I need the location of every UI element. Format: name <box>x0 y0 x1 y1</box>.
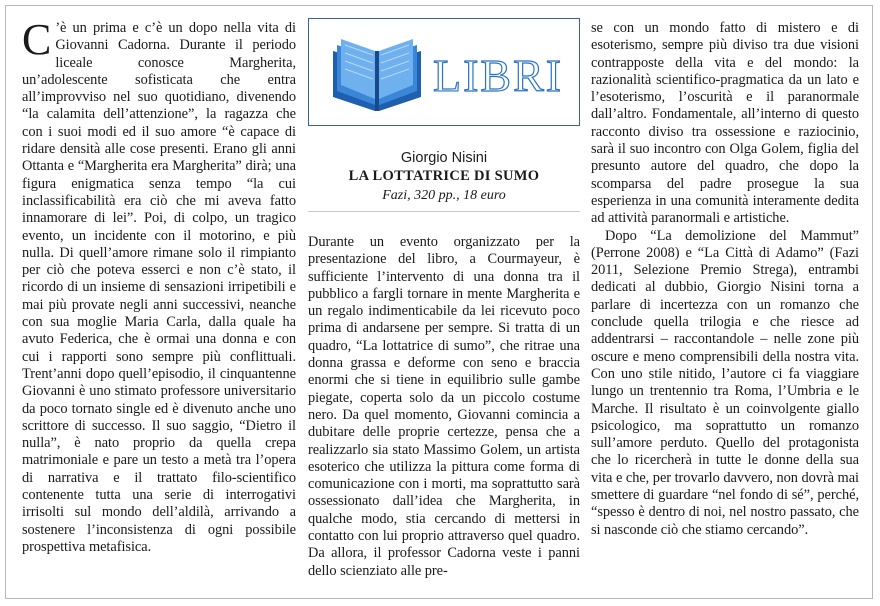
column-3-paragraph-1: se con un mondo fatto di mistero e di esoterismo, sempre più diviso tra due visioni contrapposte della vita e del mondo: la razionalità scientifico-pragmatica da un lato e l’esoterismo, l’oscurità e il paranormale dall’altro. Fondamentale, all’interno di questo racconto diviso tra ossessione e raziocinio, sarà il suo incontro con Olga Golem, figlia del presunto autore del quadro, che dopo la scomparsa del padre prosegue la sua esperienza in una comunità interamente dedita ad attività paranormali e artistiche. <box>591 20 859 227</box>
article-column-1 <box>22 15 296 556</box>
divider <box>308 211 580 212</box>
book-author: Giorgio Nisini <box>400 150 488 166</box>
column-2-text: Durante un evento organizzato per la presentazione del libro, a Courmayeur, è sufficiente l’intervento di una donna tra il pubblico a fargli tornare in mente Margherita e un regalo indimenticabile da lei ricevuto poco prima di andarsene per sempre. Si tratta di un quadro, “La lottatrice di sumo”, che ritrae una donna grassa e deforme con seno e braccia enormi che si tiene in equilibrio sulle gambe piegate, coperta solo da un piccolo costume nero. Da quel momento, Giovanni comincia a dubitare delle proprie certezze, pensa che a realizzarlo sia stato Massimo Golem, un artista esoterico che utilizza la pittura come forma di comunicazione con i morti, ma soprattutto sarà ossessionato dall’idea che Margherita, in qualche modo, stia cercando di mettersi in contatto con lui proprio attraverso quel quadro. Da allora, il professor Cadorna veste i panni dello scienziato alle pre- <box>308 234 580 579</box>
open-book-icon <box>327 31 427 115</box>
book-info-box <box>308 18 580 214</box>
book-publisher-info: Fazi, 320 pp., 18 euro <box>382 188 506 203</box>
libri-logo <box>308 18 580 126</box>
drop-cap: C <box>22 15 52 64</box>
article-frame <box>5 5 873 599</box>
column-3-paragraph-2: Dopo “La demolizione del Mammut” (Perrone 2008) e “La Città di Adamo” (Fazi 2011, Selezione Premio Strega), entrambi dedicati al dubbio, Giorgio Nisini torna a parlare di incertezza con un romanzo che conclude quella trilogia e che riesce ad addentrarsi – raccontandole – nelle zone più oscure e meno comprensibili della nostra vita. Con uno stile nitido, l’autore ci fa viaggiare lungo un trentennio tra Roma, l’Umbria e le Marche. Il risultato è un coinvolgente giallo psicologico, ma soprattutto un romanzo sull’amore perduto. Quello del protagonista che lo ricercherà in tutte le donne della sua vita e che, per trovarlo davvero, non dovrà mai smettere di guardare “nel fondo di sé”, perché, “spesso è dentro di noi, nel nostro passato, che si nasconde ciò che stiamo cercando”. <box>591 227 859 538</box>
libri-wordmark: LIBRI <box>433 50 564 101</box>
column-1-text: ’è un prima e c’è un dopo nella vita di Giovanni Cadorna. Durante il periodo liceale conosce Margherita, un’adolescente sofisticata che entra all’improvviso nel suo quotidiano, divenendo “la calamita dell’attenzione”, la ragazza che con i suoi modi ed il suo amore “è capace di ridare densità alle cose presenti. Erano gli anni Ottanta e “Margherita era Margherita” dirà; una figura enigmatica senza tempo “la cui inclassificabilità era ciò che mi aveva fatto innamorare di lei”. Poi, di colpo, un tragico evento, un incidente con il motorino, e più nulla. Di quell’amore rimane solo il rimpianto per ciò che poteva esserci e non c’è stato, il ricordo di un insieme di sensazioni irripetibili e mai più provate negli anni successivi, neanche con sua moglie Maria Carla, dalla quale ha avuto Federica, che è ormai una donna e con cui i rapporti sono sempre più conflittuali. Trent’anni dopo quell’episodio, il cinquantenne Giovanni è uno stimato professore universitario da poco tornato single ed è divenuto anche uno scrittore di successo. Il suo saggio, “Dietro il nulla”, è nato proprio da quella crepa matrimoniale e pare un testo a metà tra l’opera di narrativa e il trattato filo-scientifico contenente tutta una serie di interrogativi irrisolti sul mondo dell’aldilà, arrivando a sostenere l’inconsistenza di ogni possibile prospettiva metafisica. <box>22 20 296 555</box>
article-column-3 <box>591 20 859 539</box>
book-title: LA LOTTATRICE DI SUMO <box>348 168 540 184</box>
article-column-2 <box>308 234 580 580</box>
